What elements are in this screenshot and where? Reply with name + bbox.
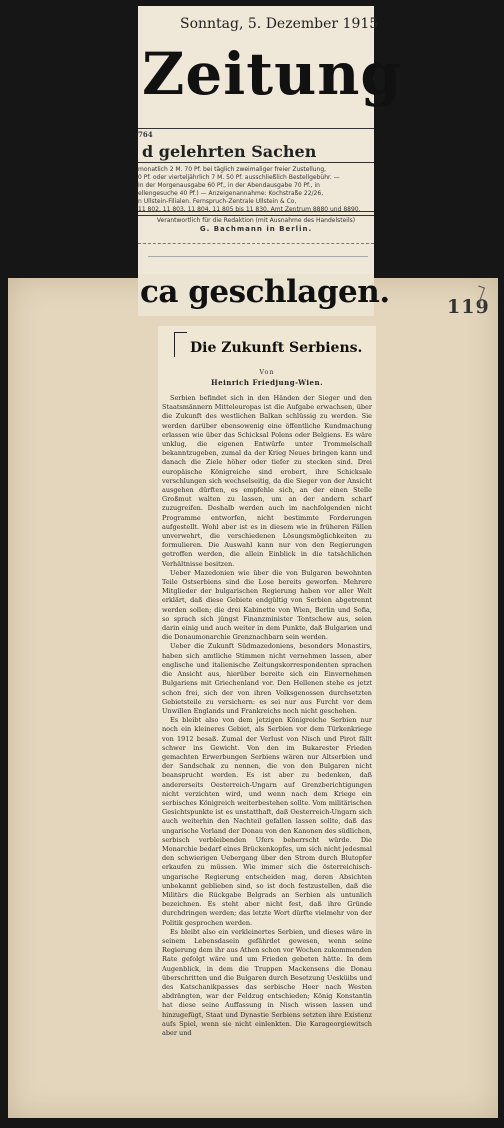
issue-number: 764 [138,130,153,139]
responsible-label: Verantwortlich für die Redaktion (mit Ausnahme des Handelsteils) [156,217,356,224]
headline-text: ca geschlagen. [140,274,390,310]
page-folio-number: 119 [447,296,490,318]
responsible-name: G. Bachmann in Berlin. [199,225,313,233]
thin-divider [148,256,368,257]
imprint-rule [138,162,374,163]
masthead-clipping [138,6,402,274]
imprint-line: 0 Pf. oder vierteljährlich 7 M. 50 Pf. ausschließlich Bestellgebühr. — [138,174,340,181]
dashed-divider [138,243,374,244]
masthead-rule [138,128,374,129]
article-paragraph: Ueber Mazedonien wie über die von Bulgaren bewohnten Teile Ostserbiens sind die Lose bereits geworfen. Mehrere Mitglieder der bulgarischen Regierung haben vor aller Welt erklärt, daß diese Gebiete endgültig von Serbien abgetrennt werden sollen; die drei Kabinette von Wien, Berlin und Sofia, so sprach sich jüngst Finanzminister Tontschew aus, seien darin einig und auch weiter in dem Punkte, daß Bulgarien und die Donaumonarchie Grenznachbarn sein werden. [162,568,372,642]
imprint-line: In der Morgenausgabe 60 Pf., in der Abendausgabe 70 Pf., in [138,182,320,189]
imprint-line: monatlich 2 M. 70 Pf. bei täglich zweimaliger freier Zustellung, [138,166,327,173]
article-body [162,394,372,1038]
imprint-line: ellengesuche 40 Pf.) — Anzeigenannahme: Kochstraße 22/26, [138,190,324,197]
article-clipping [158,326,376,1038]
pencil-bracket-icon [174,332,187,357]
responsible-editor [138,216,374,234]
article-paragraph: Serbien befindet sich in den Händen der Sieger und den Staatsmännern Mitteleuropas ist die Aufgabe erwachsen, über die Zukunft des westlichen Balkan schlüssig zu werden. Sie werden darüber ebensowenig eine öffentliche Kundmachung erlassen wie über das Schicksal Polens oder Belgiens. Es wäre unklug, die eigenen Entwürfe unter Trommelschall bekanntzugeben, zumal da der Krieg Neues bringen kann und danach die Ziele höher oder tiefer zu stecken sind. Drei europäische Königreiche sind erobert, ihre Schicksale verschlungen sich wechselseitig, da die Sieger von der Ansicht ausgehen dürften, es empfehle sich, an der einen Stelle Großmut walten zu lassen, um an der andern scharf zuzugreifen. Deshalb werden auch im nachfolgenden nicht Programme entworfen, nicht bestimmte Forderungen aufgestellt. Wohl aber ist es in diesem wie in früheren Fällen unverwehrt, die verschiedenen Lösungsmöglichkeiten zu formulieren. Die Auswahl kann nur von den Regierungen getroffen werden, die allein Einblick in die tatsächlichen Verhältnisse besitzen. [162,394,372,568]
article-title: Die Zukunft Serbiens. [190,340,363,356]
masthead-title: Zeitung [142,40,402,108]
masthead-date: Sonntag, 5. Dezember 1915 [180,16,379,32]
headline-clipping [138,274,390,316]
article-paragraph: Es bleibt also ein verkleinertes Serbien, und dieses wäre in seinem Lebensdasein gefährdet gewesen, wenn seine Regierung dem ihr aus Athen schon vor Wochen zukommenden Rate gefolgt wäre und um Frieden gebeten hätte. In dem Augenblick, in dem die Truppen Mackensens die Donau überschritten und die Bulgaren durch Besetzung Uesküibs und des Katschanikpasses das serbische Heer nach Westen abdrängten, war der Feldzug entschieden; König Konstantin hat diese seine Auffassung in Nisch wissen lassen und hinzugefügt, Staat und Dynastie Serbiens setzten ihre Existenz aufs Spiel, wenn sie nicht einlenkten. Die Karageorgiewitsch aber und [162,927,372,1038]
masthead-tagline: d gelehrten Sachen [142,142,317,161]
imprint-line: 11 802, 11 803, 11 804, 11 805 bis 11 830. Amt Zentrum 8880 und 8890. [138,206,361,213]
byline-author: Heinrich Friedjung-Wien. [211,378,323,387]
article-paragraph: Ueber die Zukunft Südmazedoniens, besonders Monastirs, haben sich amtliche Stimmen nicht vernehmen lassen, aber englische und italienische Zeitungskorrespondenten sprachen die Ansicht aus, hierüber bereite sich ein Einvernehmen Bulgariens mit Griechenland vor. Den Hellenen stehe es jetzt schon frei, sich der von ihren Volksgenossen durchsetzten Gebietsteile zu versichern: es sei nur aus Furcht vor dem Unwillen Englands und Frankreichs noch nicht geschehen. [162,642,372,715]
article-paragraph: Es bleibt also von dem jetzigen Königreiche Serbien nur noch ein kleineres Gebiet, als Serbien vor dem Türkenkriege von 1912 besaß. Zumal der Verlust von Nisch und Pirot fällt schwer ins Gewicht. Von den im Bukarester Frieden gemachten Erwerbungen Serbiens wären nur Altserbien und der Sandschak zu nennen, die von den Bulgaren nicht beansprucht werden. Es ist aber zu bedenken, daß andererseits Oesterreich-Ungarn auf Grenzberichtigungen nicht verzichten wird, und wenn nach dem Kriege ein serbisches Königreich weiterbestehen sollte. Vom militärischen Gesichtspunkte ist es unstatthaft, daß Oesterreich-Ungarn sich auch weiterhin den Nachteil gefallen lassen sollte, daß das ungarische Vorland der Donau von den Kanonen des südlichen, serbisch verbleibenden Ufers beherrscht würde. Die Monarchie bedarf eines Brückenkopfes, um sich nicht jedesmal den schwierigen Uebergang über den Strom durch Blutopfer erkaufen zu müssen. Wie immer sich die österreichisch-ungarische Regierung entscheiden mag, deren Absichten unbekannt geblieben sind, so ist doch festzustellen, daß die Militärs die Rückgabe Belgrads an Serbien als untunlich bezeichnen. Es steht aber nicht fest, daß ihre Gründe durchdringen werden; das letzte Wort dürfte vielmehr von der Politik gesprochen werden. [162,716,372,927]
imprint-line: n Ullstein-Filialen. Fernspruch-Zentrale Ullstein & Co, [138,198,297,205]
byline-von: Von [259,368,275,376]
imprint-block [138,166,372,214]
